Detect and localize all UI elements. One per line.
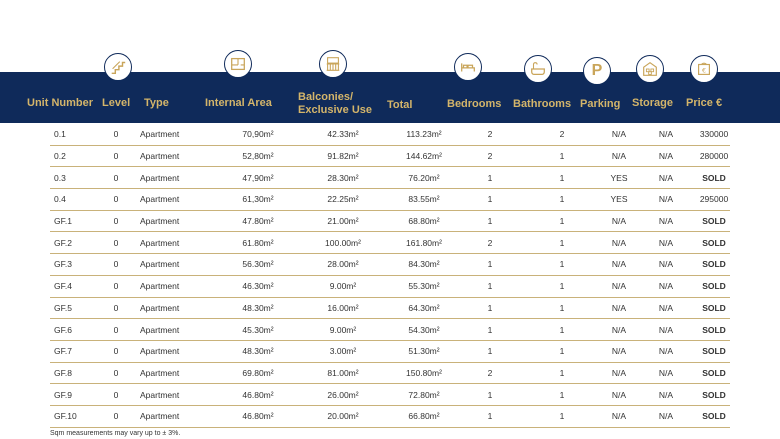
cell-price: SOLD — [698, 297, 730, 319]
cell-unit: GF.2 — [50, 232, 94, 254]
cell-bathrooms: 1 — [520, 384, 604, 406]
cell-bedrooms: 1 — [460, 384, 520, 406]
cell-storage: N/A — [634, 254, 698, 276]
header-parking: Parking — [580, 98, 621, 110]
table-row — [50, 340, 730, 362]
cell-storage: N/A — [634, 405, 698, 427]
cell-total: 161.80m² — [388, 232, 460, 254]
cell-storage: N/A — [634, 384, 698, 406]
stairs-icon — [104, 53, 132, 81]
header-balconies-line2: Exclusive Use — [298, 104, 372, 116]
cell-type: Apartment — [138, 167, 218, 189]
cell-unit: GF.10 — [50, 405, 94, 427]
header-type: Type — [144, 97, 169, 109]
cell-bathrooms: 1 — [520, 254, 604, 276]
cell-storage: N/A — [634, 232, 698, 254]
cell-total: 55.30m² — [388, 275, 460, 297]
header-storage: Storage — [632, 97, 673, 109]
cell-price: SOLD — [698, 254, 730, 276]
cell-internal: 70,90m² — [218, 124, 298, 145]
cell-balcony: 16.00m² — [298, 297, 388, 319]
cell-unit: 0.3 — [50, 167, 94, 189]
header-internal-area: Internal Area — [205, 97, 272, 109]
cell-unit: GF.8 — [50, 362, 94, 384]
cell-balcony: 9.00m² — [298, 275, 388, 297]
price-tag-icon — [690, 55, 718, 83]
cell-balcony: 21.00m² — [298, 210, 388, 232]
svg-text:€: € — [701, 67, 707, 75]
cell-price: SOLD — [698, 405, 730, 427]
cell-bathrooms: 1 — [520, 167, 604, 189]
cell-balcony: 26.00m² — [298, 384, 388, 406]
cell-bedrooms: 1 — [460, 254, 520, 276]
cell-balcony: 3.00m² — [298, 340, 388, 362]
cell-bathrooms: 1 — [520, 340, 604, 362]
cell-unit: GF.1 — [50, 210, 94, 232]
table-row — [50, 124, 730, 145]
cell-storage: N/A — [634, 210, 698, 232]
cell-level: 0 — [94, 319, 138, 341]
header-balconies — [298, 91, 372, 117]
cell-bedrooms: 1 — [460, 405, 520, 427]
cell-internal: 45.30m² — [218, 319, 298, 341]
cell-internal: 61,30m² — [218, 189, 298, 211]
cell-bedrooms: 1 — [460, 275, 520, 297]
cell-storage: N/A — [634, 189, 698, 211]
cell-total: 72.80m² — [388, 384, 460, 406]
header-unit-number: Unit Number — [27, 97, 93, 109]
cell-type: Apartment — [138, 340, 218, 362]
cell-total: 83.55m² — [388, 189, 460, 211]
cell-bathrooms: 1 — [520, 275, 604, 297]
cell-parking: N/A — [604, 232, 634, 254]
cell-unit: GF.9 — [50, 384, 94, 406]
floor-plan-icon — [224, 50, 252, 78]
cell-bedrooms: 2 — [460, 145, 520, 167]
cell-type: Apartment — [138, 297, 218, 319]
cell-storage: N/A — [634, 362, 698, 384]
cell-total: 76.20m² — [388, 167, 460, 189]
balcony-icon — [319, 50, 347, 78]
cell-bathrooms: 2 — [520, 124, 604, 145]
cell-type: Apartment — [138, 384, 218, 406]
cell-bathrooms: 1 — [520, 405, 604, 427]
cell-bedrooms: 1 — [460, 167, 520, 189]
cell-internal: 52,80m² — [218, 145, 298, 167]
cell-price: SOLD — [698, 167, 730, 189]
header-bedrooms: Bedrooms — [447, 98, 502, 110]
header-bathrooms: Bathrooms — [513, 98, 572, 110]
cell-unit: GF.4 — [50, 275, 94, 297]
cell-type: Apartment — [138, 124, 218, 145]
cell-price: SOLD — [698, 384, 730, 406]
cell-internal: 56.30m² — [218, 254, 298, 276]
cell-level: 0 — [94, 145, 138, 167]
cell-level: 0 — [94, 254, 138, 276]
table-row — [50, 254, 730, 276]
table-row — [50, 167, 730, 189]
cell-level: 0 — [94, 275, 138, 297]
table-row — [50, 145, 730, 167]
cell-balcony: 81.00m² — [298, 362, 388, 384]
cell-internal: 48.30m² — [218, 297, 298, 319]
cell-unit: GF.5 — [50, 297, 94, 319]
cell-total: 66.80m² — [388, 405, 460, 427]
storage-icon — [636, 55, 664, 83]
cell-bathrooms: 1 — [520, 362, 604, 384]
cell-storage: N/A — [634, 275, 698, 297]
cell-total: 54.30m² — [388, 319, 460, 341]
table-row — [50, 384, 730, 406]
cell-parking: N/A — [604, 340, 634, 362]
cell-price: SOLD — [698, 232, 730, 254]
bathtub-icon — [524, 55, 552, 83]
cell-balcony: 20.00m² — [298, 405, 388, 427]
cell-type: Apartment — [138, 210, 218, 232]
cell-parking: N/A — [604, 384, 634, 406]
cell-internal: 46.30m² — [218, 275, 298, 297]
cell-internal: 69.80m² — [218, 362, 298, 384]
cell-balcony: 9.00m² — [298, 319, 388, 341]
table-row — [50, 362, 730, 384]
cell-internal: 46.80m² — [218, 384, 298, 406]
header-level: Level — [102, 97, 131, 109]
cell-balcony: 22.25m² — [298, 189, 388, 211]
cell-storage: N/A — [634, 340, 698, 362]
cell-price: SOLD — [698, 340, 730, 362]
cell-internal: 61.80m² — [218, 232, 298, 254]
cell-level: 0 — [94, 232, 138, 254]
header-price: Price € — [686, 97, 723, 109]
cell-balcony: 42.33m² — [298, 124, 388, 145]
cell-unit: 0.2 — [50, 145, 94, 167]
cell-bathrooms: 1 — [520, 189, 604, 211]
cell-internal: 47,90m² — [218, 167, 298, 189]
table-row — [50, 405, 730, 427]
cell-unit: GF.7 — [50, 340, 94, 362]
cell-bedrooms: 1 — [460, 340, 520, 362]
cell-level: 0 — [94, 297, 138, 319]
cell-price: 330000 — [698, 124, 730, 145]
table-row — [50, 319, 730, 341]
cell-type: Apartment — [138, 405, 218, 427]
cell-level: 0 — [94, 189, 138, 211]
bed-icon — [454, 53, 482, 81]
cell-level: 0 — [94, 210, 138, 232]
cell-parking: N/A — [604, 210, 634, 232]
cell-internal: 47.80m² — [218, 210, 298, 232]
cell-level: 0 — [94, 362, 138, 384]
header-balconies-line1: Balconies/ — [298, 91, 354, 103]
cell-bedrooms: 1 — [460, 189, 520, 211]
cell-price: SOLD — [698, 319, 730, 341]
cell-parking: N/A — [604, 362, 634, 384]
cell-level: 0 — [94, 340, 138, 362]
cell-price: SOLD — [698, 275, 730, 297]
table-row — [50, 297, 730, 319]
cell-price: 295000 — [698, 189, 730, 211]
cell-bedrooms: 1 — [460, 319, 520, 341]
table-row — [50, 232, 730, 254]
cell-unit: 0.4 — [50, 189, 94, 211]
cell-storage: N/A — [634, 167, 698, 189]
cell-unit: GF.6 — [50, 319, 94, 341]
cell-parking: N/A — [604, 145, 634, 167]
cell-total: 84.30m² — [388, 254, 460, 276]
cell-bedrooms: 2 — [460, 232, 520, 254]
cell-parking: N/A — [604, 319, 634, 341]
cell-total: 68.80m² — [388, 210, 460, 232]
cell-unit: 0.1 — [50, 124, 94, 145]
units-table — [50, 124, 730, 428]
cell-price: SOLD — [698, 210, 730, 232]
cell-total: 64.30m² — [388, 297, 460, 319]
table-row — [50, 275, 730, 297]
header-total: Total — [387, 99, 413, 111]
cell-total: 51.30m² — [388, 340, 460, 362]
cell-internal: 48.30m² — [218, 340, 298, 362]
cell-bedrooms: 1 — [460, 297, 520, 319]
cell-storage: N/A — [634, 319, 698, 341]
cell-type: Apartment — [138, 254, 218, 276]
cell-balcony: 91.82m² — [298, 145, 388, 167]
cell-parking: YES — [604, 167, 634, 189]
cell-type: Apartment — [138, 275, 218, 297]
cell-parking: N/A — [604, 405, 634, 427]
table-row — [50, 189, 730, 211]
cell-storage: N/A — [634, 124, 698, 145]
table-body — [50, 124, 730, 427]
cell-parking: YES — [604, 189, 634, 211]
cell-total: 113.23m² — [388, 124, 460, 145]
cell-bathrooms: 1 — [520, 210, 604, 232]
cell-level: 0 — [94, 124, 138, 145]
cell-type: Apartment — [138, 232, 218, 254]
cell-type: Apartment — [138, 362, 218, 384]
cell-bedrooms: 1 — [460, 210, 520, 232]
cell-balcony: 100.00m² — [298, 232, 388, 254]
parking-glyph: P — [591, 62, 603, 79]
cell-bathrooms: 1 — [520, 319, 604, 341]
cell-type: Apartment — [138, 319, 218, 341]
table-row — [50, 210, 730, 232]
cell-balcony: 28.30m² — [298, 167, 388, 189]
cell-parking: N/A — [604, 275, 634, 297]
cell-bathrooms: 1 — [520, 297, 604, 319]
cell-total: 150.80m² — [388, 362, 460, 384]
cell-parking: N/A — [604, 297, 634, 319]
cell-internal: 46.80m² — [218, 405, 298, 427]
cell-type: Apartment — [138, 189, 218, 211]
cell-parking: N/A — [604, 254, 634, 276]
cell-unit: GF.3 — [50, 254, 94, 276]
cell-type: Apartment — [138, 145, 218, 167]
cell-bathrooms: 1 — [520, 145, 604, 167]
cell-storage: N/A — [634, 145, 698, 167]
cell-bedrooms: 2 — [460, 362, 520, 384]
footnote: Sqm measurements may vary up to ± 3%. — [50, 430, 181, 437]
cell-parking: N/A — [604, 124, 634, 145]
cell-price: 280000 — [698, 145, 730, 167]
cell-level: 0 — [94, 405, 138, 427]
cell-balcony: 28.00m² — [298, 254, 388, 276]
cell-total: 144.62m² — [388, 145, 460, 167]
cell-level: 0 — [94, 167, 138, 189]
cell-bedrooms: 2 — [460, 124, 520, 145]
cell-bathrooms: 1 — [520, 232, 604, 254]
cell-level: 0 — [94, 384, 138, 406]
cell-price: SOLD — [698, 362, 730, 384]
cell-storage: N/A — [634, 297, 698, 319]
parking-icon — [583, 57, 611, 85]
